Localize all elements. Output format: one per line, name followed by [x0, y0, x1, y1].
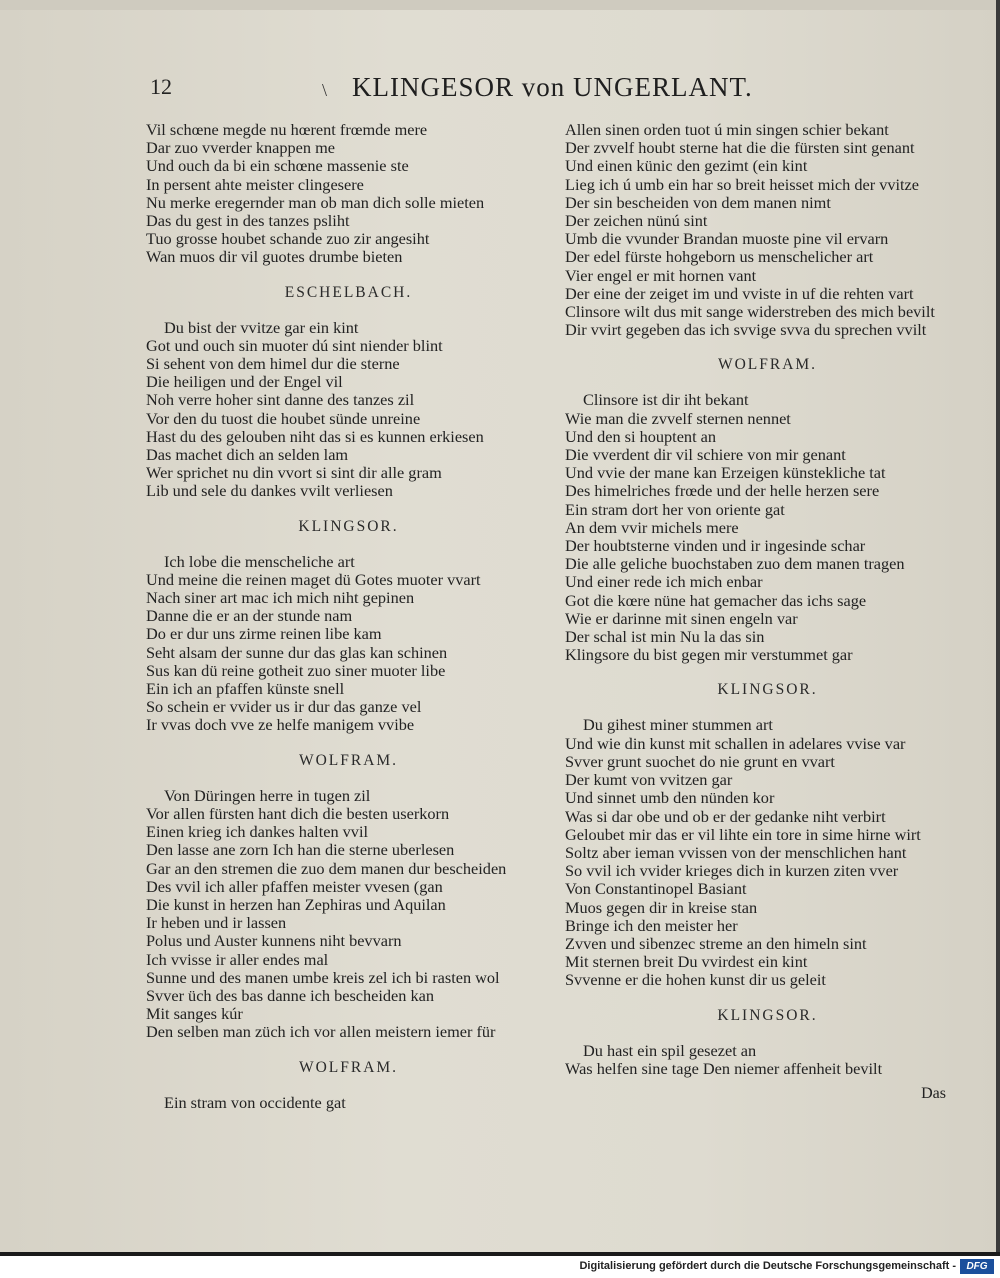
speaker-heading: ESCHELBACH.: [284, 283, 413, 301]
verse-line: Wie man die zvvelf sternen nennet: [565, 408, 791, 428]
verse-line: Muos gegen dir in kreise stan: [565, 897, 758, 917]
verse-line: Nu merke eregernder man ob man dich solle mieten: [146, 192, 485, 212]
left-column: [146, 121, 551, 1112]
verse-line: Gar an den stremen die zuo dem manen dur bescheiden: [146, 858, 507, 878]
verse-line: Einen krieg ich dankes halten vvil: [146, 822, 368, 842]
verse-line: Clinsore wilt dus mit sange widerstreben des mich bevilt: [565, 302, 935, 322]
speaker-heading: WOLFRAM.: [717, 356, 818, 374]
speaker-heading: WOLFRAM.: [298, 751, 399, 769]
verse-line: Den selben man züch ich vor allen meistern iemer für: [146, 1022, 496, 1042]
verse-line: Got die kœre nüne hat gemacher das ichs sage: [565, 590, 867, 610]
verse-line: Nach siner art mac ich mich niht gepinen: [146, 588, 415, 608]
verse-line: Ein stram von occidente gat: [164, 1092, 346, 1112]
verse-line: Vil schœne megde nu hœrent frœmde mere: [146, 120, 428, 139]
verse-line: Lieg ich ú umb ein har so breit heisset mich der vvitze: [565, 174, 920, 194]
verse-line: So vvil ich vvider krieges dich in kurzen ziten vver: [565, 861, 899, 881]
verse-line: Clinsore ist dir iht bekant: [583, 390, 749, 410]
verse-line: Klingsore du bist gegen mir verstummet gar: [565, 645, 853, 665]
page-edge: [0, 0, 996, 10]
verse-line: Du bist der vvitze gar ein kint: [164, 317, 359, 337]
verse-line: In persent ahte meister clingesere: [146, 174, 364, 194]
verse-line: So schein er vvider us ir dur das ganze vel: [146, 697, 422, 717]
verse-line: Und sinnet umb den nünden kor: [565, 788, 775, 808]
verse-line: Ich lobe die menscheliche art: [164, 551, 355, 571]
speaker-heading: WOLFRAM.: [298, 1058, 399, 1076]
verse-line: Sunne und des manen umbe kreis zel ich bi rasten wol: [146, 967, 500, 987]
verse-line: Vier engel er mit hornen vant: [565, 265, 757, 285]
verse-line: Der houbtsterne vinden und ir ingesinde schar: [565, 536, 866, 556]
verse-line: Zvven und sibenzec streme an den himeln sint: [565, 933, 867, 953]
header-mark: \: [322, 80, 328, 100]
verse-line: Tuo grosse houbet schande zuo zir angesiht: [146, 229, 430, 249]
funding-notice: Digitalisierung gefördert durch die Deutsche Forschungsgemeinschaft -: [579, 1260, 956, 1272]
verse-line: Wer sprichet nu din vvort si sint dir alle gram: [146, 463, 442, 483]
verse-line: Des vvil ich aller pfaffen meister vvesen (gan: [146, 876, 443, 896]
verse-line: Das machet dich an selden lam: [146, 445, 349, 465]
verse-line: Was helfen sine tage Den niemer affenheit bevilt: [565, 1058, 883, 1078]
verse-line: Und vvie der mane kan Erzeigen künstekliche tat: [565, 463, 886, 483]
verse-line: Noh verre hoher sint danne des tanzes zil: [146, 390, 415, 410]
verse-line: Der schal ist min Nu la das sin: [565, 627, 765, 647]
verse-line: Die heiligen und der Engel vil: [146, 372, 343, 392]
verse-line: Geloubet mir das er vil lihte ein tore in sime hirne wirt: [565, 824, 921, 844]
verse-line: Der edel fürste hohgeborn us menschelicher art: [565, 247, 874, 267]
verse-line: Der kumt von vvitzen gar: [565, 770, 733, 790]
right-column: [565, 121, 970, 1078]
verse-line: Umb die vvunder Brandan muoste pine vil ervarn: [565, 229, 889, 249]
verse-line: Und einer rede ich mich enbar: [565, 572, 763, 592]
catchword: Das: [921, 1085, 946, 1102]
speaker-heading: KLINGSOR.: [717, 681, 818, 699]
verse-line: Do er dur uns zirme reinen libe kam: [146, 624, 382, 644]
speaker-heading: KLINGSOR.: [717, 1006, 818, 1024]
speaker-heading: KLINGSOR.: [298, 517, 399, 535]
verse-line: Was si dar obe und ob er der gedanke niht verbirt: [565, 806, 886, 826]
footer-bar: [0, 1256, 1000, 1278]
verse-line: Sus kan dü reine gotheit zuo siner muoter libe: [146, 660, 446, 680]
verse-line: Das du gest in des tanzes psliht: [146, 211, 350, 231]
verse-line: Und ouch da bi ein schœne massenie ste: [146, 156, 409, 176]
verse-line: Und einen künic den gezimt (ein kint: [565, 156, 808, 176]
verse-line: Seht alsam der sunne dur das glas kan schinen: [146, 642, 448, 662]
verse-line: Polus und Auster kunnens niht bevvarn: [146, 931, 402, 951]
verse-line: Der sin bescheiden von dem manen nimt: [565, 192, 831, 212]
verse-line: Bringe ich den meister her: [565, 915, 738, 935]
verse-line: Soltz aber ieman vvissen von der menschlichen hant: [565, 842, 907, 862]
verse-line: Die vverdent dir vil schiere von mir genant: [565, 445, 846, 465]
verse-line: Ein ich an pfaffen künste snell: [146, 679, 345, 699]
verse-line: Du gihest miner stummen art: [583, 715, 773, 735]
verse-line: Der zeichen nünú sint: [565, 211, 708, 231]
verse-line: Von Constantinopel Basiant: [565, 879, 747, 899]
verse-line: Und den si houptent an: [565, 426, 717, 446]
verse-line: Mit sternen breit Du vvirdest ein kint: [565, 952, 808, 972]
verse-line: Vor allen fürsten hant dich die besten userkorn: [146, 803, 450, 823]
verse-line: Got und ouch sin muoter dú sint niender blint: [146, 335, 443, 355]
verse-line: Von Düringen herre in tugen zil: [164, 785, 371, 805]
verse-line: Der zvvelf houbt sterne hat die die fürsten sint genant: [565, 138, 915, 158]
verse-line: Hast du des gelouben niht das si es kunnen erkiesen: [146, 426, 484, 446]
verse-line: Mit sanges kúr: [146, 1004, 243, 1024]
verse-line: Den lasse ane zorn Ich han die sterne uberlesen: [146, 840, 455, 860]
verse-line: Ir heben und ir lassen: [146, 913, 287, 933]
verse-line: Dar zuo vverder knappen me: [146, 138, 335, 158]
verse-line: Svver grunt suochet do nie grunt en vvart: [565, 751, 835, 771]
verse-line: Wan muos dir vil guotes drumbe bieten: [146, 247, 403, 267]
verse-line: Danne die er an der stunde nam: [146, 606, 353, 626]
verse-line: An dem vvir michels mere: [565, 517, 739, 537]
verse-line: Du hast ein spil gesezet an: [583, 1040, 757, 1060]
verse-line: Des himelriches frœde und der helle herzen sere: [565, 481, 880, 501]
verse-line: Si sehent von dem himel dur die sterne: [146, 354, 400, 374]
verse-line: Die alle geliche buochstaben zuo dem manen tragen: [565, 554, 905, 574]
verse-line: Ir vvas doch vve ze helfe manigem vvibe: [146, 715, 415, 735]
verse-line: Vor den du tuost die houbet sünde unreine: [146, 408, 421, 428]
verse-line: Die kunst in herzen han Zephiras und Aquilan: [146, 894, 446, 914]
verse-line: Und wie din kunst mit schallen in adelares vvise var: [565, 733, 906, 753]
verse-line: Ein stram dort her von oriente gat: [565, 499, 785, 519]
verse-line: Ich vvisse ir aller endes mal: [146, 949, 329, 969]
running-title: KLINGESOR von UNGERLANT.: [352, 72, 753, 102]
verse-line: Allen sinen orden tuot ú min singen schier bekant: [565, 120, 889, 139]
page-number: 12: [150, 74, 172, 99]
verse-line: Dir vvirt gegeben das ich svvige svva du sprechen vvilt: [565, 320, 927, 340]
verse-line: Und meine die reinen maget dü Gotes muoter vvart: [146, 569, 481, 589]
verse-line: Lib und sele du dankes vvilt verliesen: [146, 481, 393, 501]
dfg-logo-icon: DFG: [960, 1259, 994, 1274]
verse-line: Der eine der zeiget im und vviste in uf die rehten vart: [565, 283, 914, 303]
verse-line: Svver üch des bas danne ich bescheiden kan: [146, 985, 434, 1005]
verse-line: Svvenne er die hohen kunst dir us geleit: [565, 970, 826, 990]
verse-line: Wie er darinne mit sinen engeln var: [565, 608, 798, 628]
page-header: [0, 72, 996, 112]
